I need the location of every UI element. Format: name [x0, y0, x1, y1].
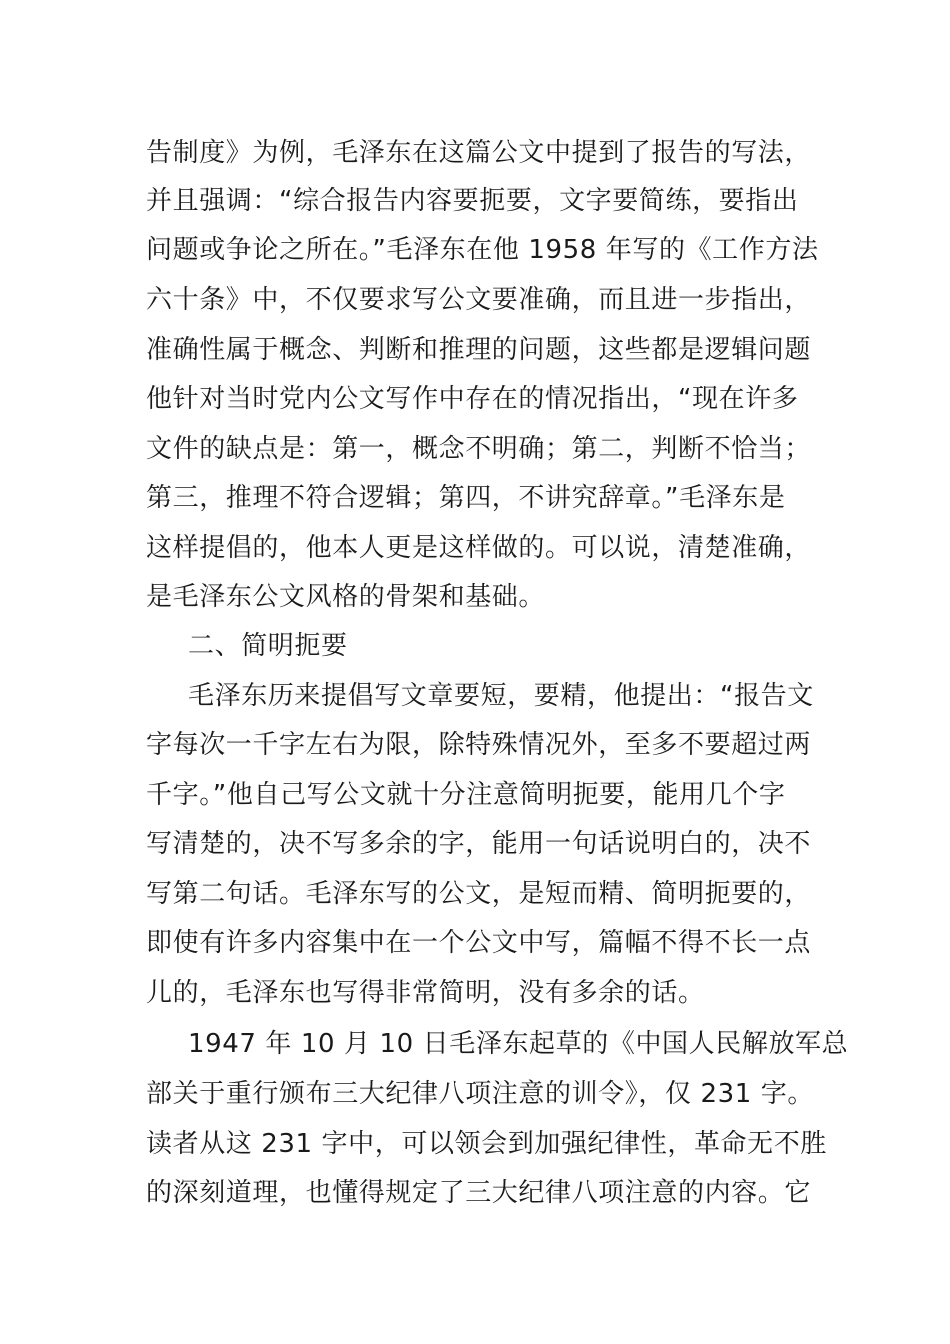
text-line: 第三，推理不符合逻辑；第四，不讲究辞章。”毛泽东是 — [146, 483, 786, 513]
text-line: 并且强调：“综合报告内容要扼要，文字要简练，要指出 — [146, 186, 799, 216]
text-line: 千字。”他自己写公文就十分注意简明扼要，能用几个字 — [146, 780, 786, 810]
text-line: 读者从这 231 字中，可以领会到加强纪律性，革命无不胜 — [146, 1129, 827, 1159]
text-line: 是毛泽东公文风格的骨架和基础。 — [146, 582, 546, 612]
text-line: 文件的缺点是：第一，概念不明确；第二，判断不恰当； — [146, 434, 812, 464]
text-line: 1947 年 10 月 10 日毛泽东起草的《中国人民解放军总 — [188, 1029, 849, 1059]
text-line: 的深刻道理，也懂得规定了三大纪律八项注意的内容。它 — [146, 1178, 812, 1208]
text-line: 他针对当时党内公文写作中存在的情况指出，“现在许多 — [146, 384, 799, 414]
text-line: 儿的，毛泽东也写得非常简明，没有多余的话。 — [146, 978, 705, 1008]
text-line: 六十条》中，不仅要求写公文要准确，而且进一步指出， — [146, 285, 812, 315]
text-line: 写清楚的，决不写多余的字，能用一句话说明白的，决不 — [146, 829, 812, 859]
text-line: 部关于重行颁布三大纪律八项注意的训令》，仅 231 字。 — [146, 1079, 814, 1109]
text-line: 即使有许多内容集中在一个公文中写，篇幅不得不长一点 — [146, 928, 812, 958]
text-line: 告制度》为例，毛泽东在这篇公文中提到了报告的写法， — [146, 138, 812, 168]
text-line: 字每次一千字左右为限，除特殊情况外，至多不要超过两 — [146, 730, 812, 760]
text-line: 准确性属于概念、判断和推理的问题，这些都是逻辑问题 — [146, 335, 812, 365]
text-line: 毛泽东历来提倡写文章要短，要精，他提出：“报告文 — [188, 681, 814, 711]
text-line: 问题或争论之所在。”毛泽东在他 1958 年写的《工作方法 — [146, 235, 819, 265]
text-line: 这样提倡的，他本人更是这样做的。可以说，清楚准确， — [146, 533, 812, 563]
section-heading: 二、简明扼要 — [188, 631, 348, 661]
text-line: 写第二句话。毛泽东写的公文，是短而精、简明扼要的， — [146, 879, 812, 909]
